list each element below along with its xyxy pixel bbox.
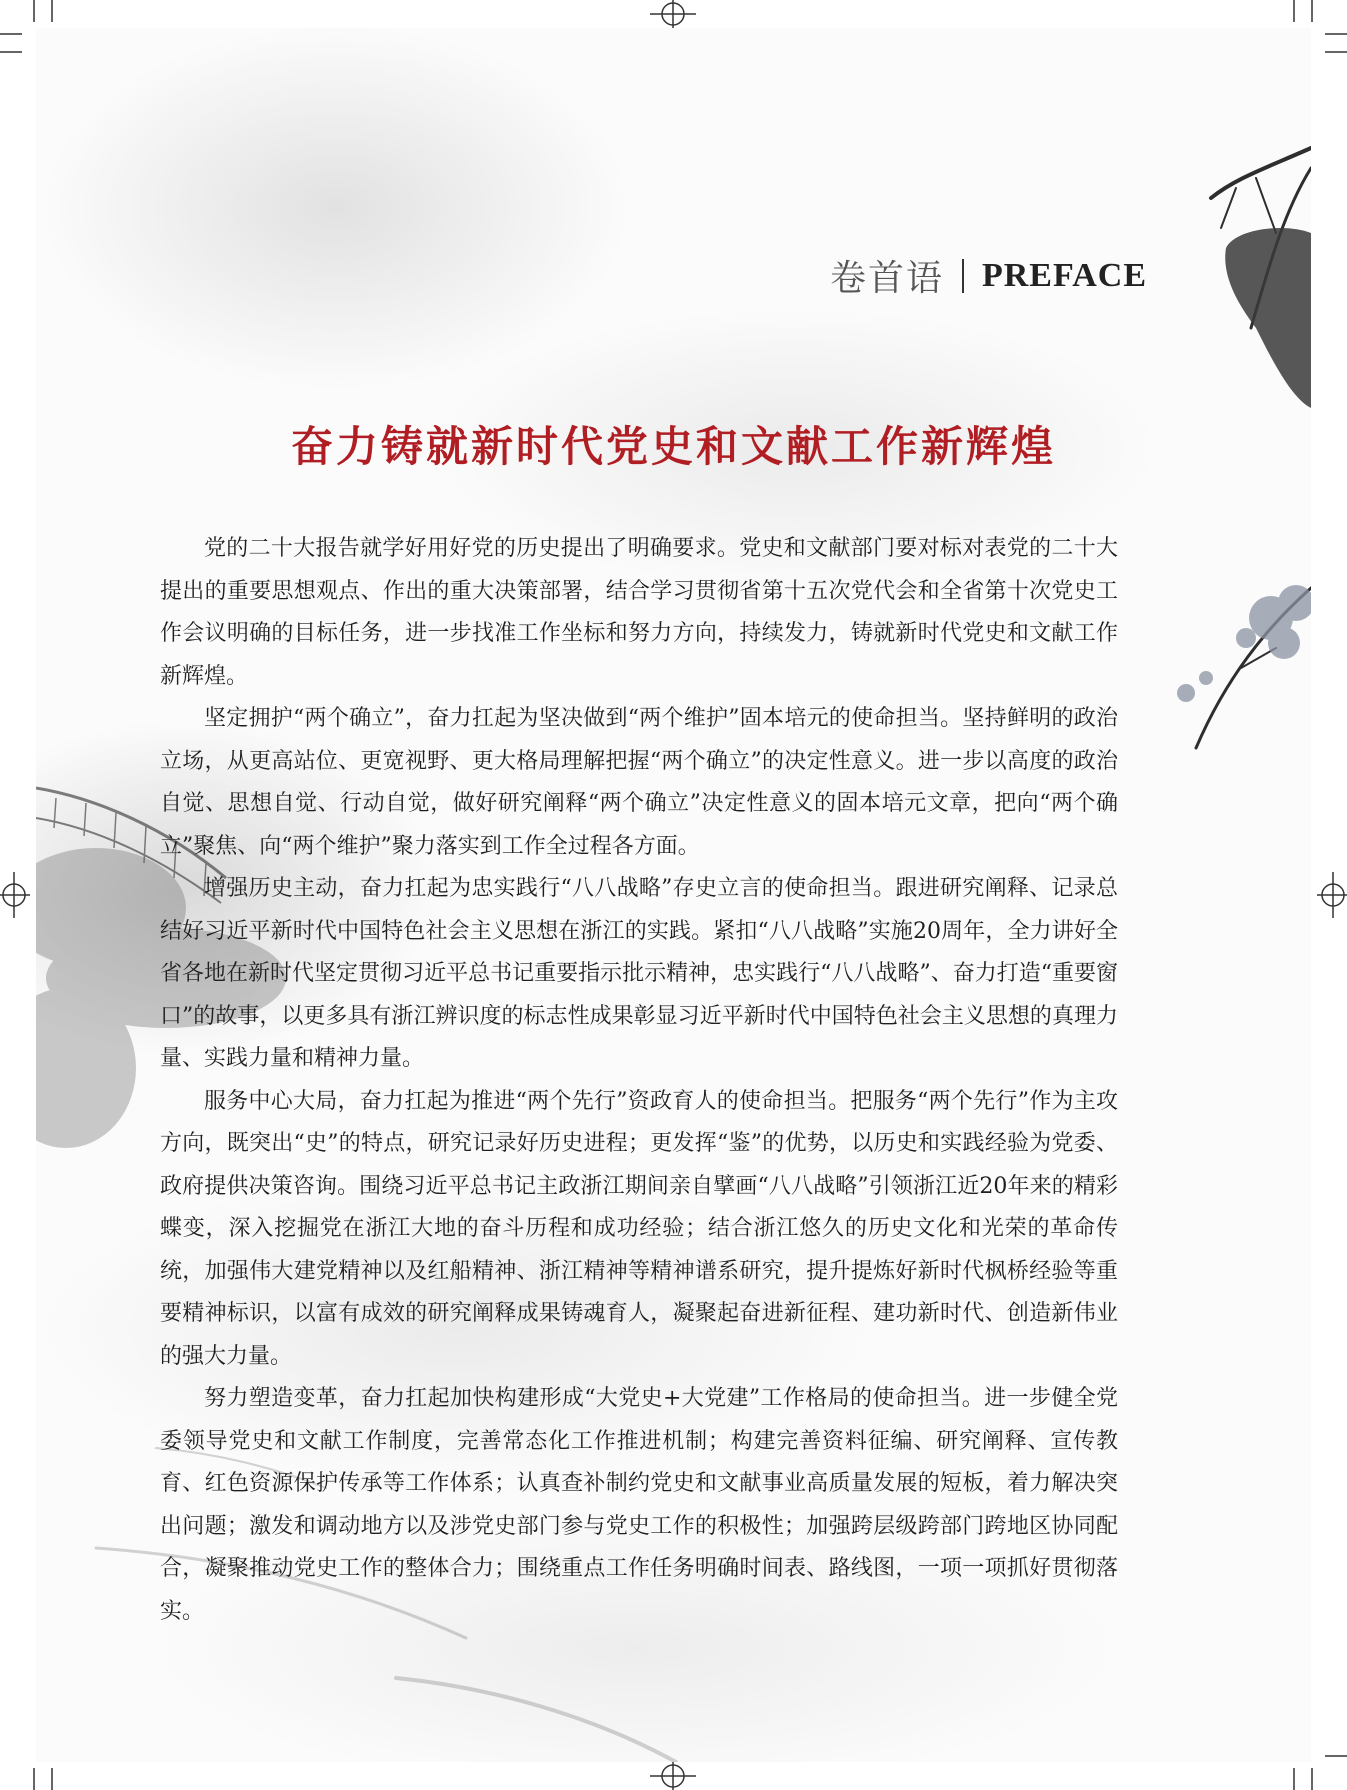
plum-blossom-icon xyxy=(1177,585,1311,702)
paragraph: 坚定拥护“两个确立”，奋力扛起为坚决做到“两个维护”固本培元的使命担当。坚持鲜明的政治立场，从更高站位、更宽视野、更大格局理解把握“两个确立”的决定性意义。进一步以高度的政治自觉、思想自觉、行动自觉，做好研究阐释“两个确立”决定性意义的固本培元文章，把向“两个确立”聚焦、向“两个维护”聚力落实到工作全过程各方面。 xyxy=(160,706,1118,859)
paragraph: 努力塑造变革，奋力扛起加快构建形成“大党史+大党建”工作格局的使命担当。进一步健全党委领导党史和文献工作制度，完善常态化工作推进机制；构建完善资料征编、研究阐释、宣传教育、红色资源保护传承等工作体系；认真查补制约党史和文献事业高质量发展的短板，着力解决突出问题；激发和调动地方以及涉党史部门参与党史工作的积极性；加强跨层级跨部门跨地区协同配合，凝聚推动党史工作的整体合力；围绕重点工作任务明确时间表、路线图，一项一项抓好贯彻落实。 xyxy=(160,1386,1118,1624)
paragraph: 服务中心大局，奋力扛起为推进“两个先行”资政育人的使命担当。把服务“两个先行”作为主攻方向，既突出“史”的特点，研究记录好历史进程；更发挥“鉴”的优势，以历史和实践经验为党委、政府提供决策咨询。围绕习近平总书记主政浙江期间亲自擘画“八八战略”引领浙江近20年来的精彩蝶变，深入挖掘党在浙江大地的奋斗历程和成功经验；结合浙江悠久的历史文化和光荣的革命传统，加强伟大建党精神以及红船精神、浙江精神等精神谱系研究，提升提炼好新时代枫桥经验等重要精神标识，以富有成效的研究阐释成果铸魂育人，凝聚起奋进新征程、建功新时代、创造新伟业的强大力量。 xyxy=(160,1088,1118,1369)
paragraph: 党的二十大报告就学好用好党的历史提出了明确要求。党史和文献部门要对标对表党的二十大提出的重要思想观点、作出的重大决策部署，结合学习贯彻省第十五次党代会和全省第十次党史工作会议明确的目标任务，进一步找准工作坐标和努力方向，持续发力，铸就新时代党史和文献工作新辉煌。 xyxy=(160,536,1118,689)
section-label-en: PREFACE xyxy=(981,256,1147,294)
section-label-cn: 卷首语 xyxy=(829,258,944,299)
article-title: 奋力铸就新时代党史和文献工作新辉煌 xyxy=(290,422,1056,471)
registration-mark-top xyxy=(650,0,696,28)
registration-mark-right xyxy=(1317,872,1347,918)
header-divider xyxy=(962,259,964,293)
article-body xyxy=(160,528,1118,1633)
registration-mark-bottom xyxy=(650,1762,696,1790)
paragraph: 增强历史主动，奋力扛起为忠实践行“八八战略”存史立言的使命担当。跟进研究阐释、记录总结好习近平新时代中国特色社会主义思想在浙江的实践。紧扣“八八战略”实施20周年，全力讲好全省各地在新时代坚定贯彻习近平总书记重要指示批示精神，忠实践行“八八战略”、奋力打造“重要窗口”的故事，以更多具有浙江辨识度的标志性成果彰显习近平新时代中国特色社会主义思想的真理力量、实践力量和精神力量。 xyxy=(160,876,1118,1071)
registration-mark-left xyxy=(0,872,30,918)
section-header xyxy=(830,250,1147,301)
ink-rock-icon xyxy=(1225,228,1311,408)
